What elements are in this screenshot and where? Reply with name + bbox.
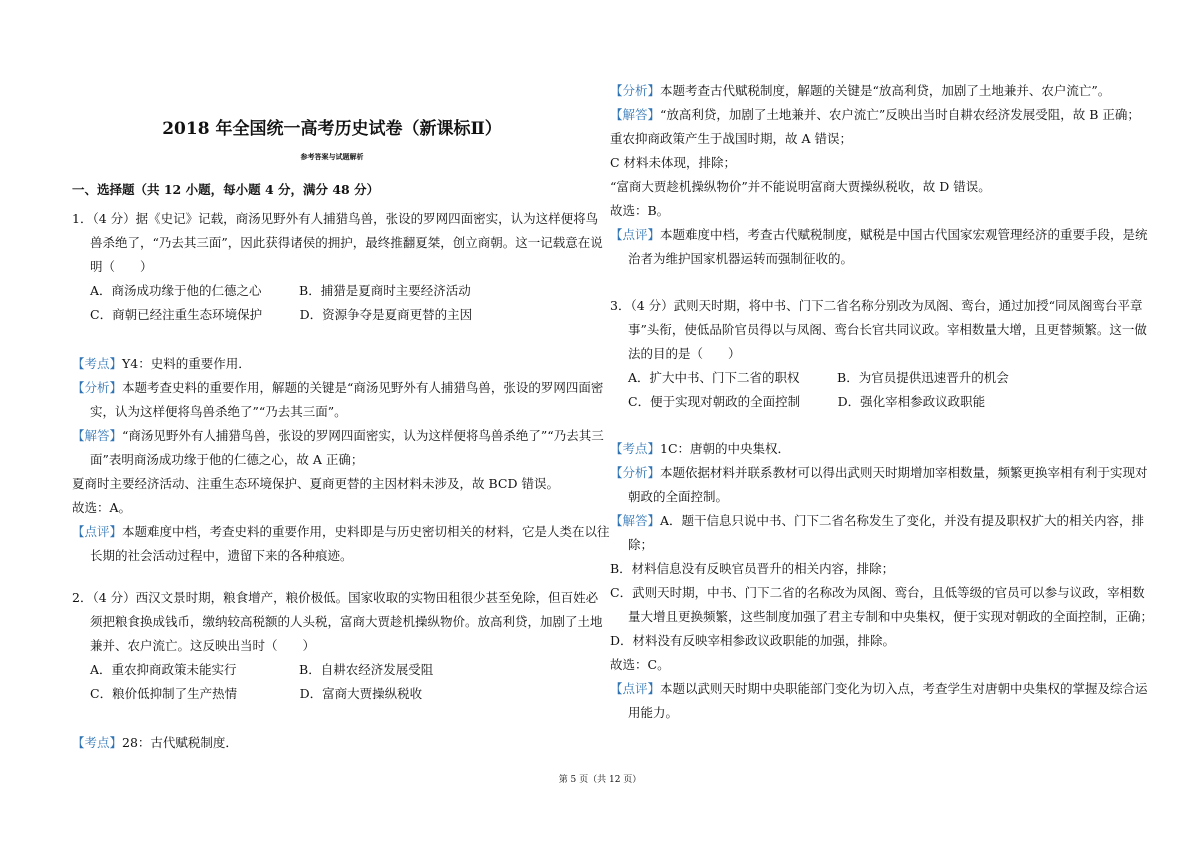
line-text: 用能力。: [628, 705, 679, 720]
text-line: [72, 255, 153, 279]
section-tag: 【分析】: [610, 465, 661, 480]
line-text: “商汤见野外有人捕猎鸟兽，张设的罗网四面密实，认为这样便将鸟兽杀绝了”“乃去其三: [122, 428, 604, 443]
line-text: C 材料未体现，排除；: [610, 155, 737, 170]
text-line: [72, 448, 363, 472]
text-line: [72, 303, 472, 327]
line-text: 朝政的全面控制。: [628, 489, 729, 504]
line-text: 故选：A。: [72, 500, 132, 515]
line-text: 明（ ）: [90, 259, 153, 274]
page-title: 2018 年全国统一高考历史试卷（新课标Ⅱ）: [162, 119, 502, 139]
text-line: [610, 509, 1144, 533]
line-text: C．商朝已经注重生态环境保护 D．资源争夺是夏商更替的主因: [90, 307, 473, 322]
line-text: 事”头衔，使低品阶官员得以与凤阁、鸾台长官共同议政。宰相数量大增，且更替频繁。这一做: [628, 322, 1147, 337]
line-text: Y4：史料的重要作用．: [122, 356, 251, 371]
section-tag: 【分析】: [610, 83, 661, 98]
line-text: 2．（4 分）西汉文景时期，粮食增产，粮价极低。国家收取的实物田租很少甚至免除，但百姓必: [72, 590, 599, 605]
section-tag: 【考点】: [72, 356, 123, 371]
line-text: 兽杀绝了，“乃去其三面”，因此获得诸侯的拥护，最终推翻夏桀，创立商朝。这一记载意在说: [90, 235, 603, 250]
line-text: D．材料没有反映宰相参政议政职能的加强，排除。: [610, 633, 896, 648]
line-text: 故选：B。: [610, 203, 670, 218]
text-line: [610, 485, 728, 509]
text-line: [610, 127, 852, 151]
text-line: [610, 175, 991, 199]
line-text: 法的目的是（ ）: [628, 346, 741, 361]
text-line: [610, 533, 653, 557]
line-text: 治者为维护国家机器运转而强制征收的。: [628, 251, 854, 266]
text-line: [72, 472, 559, 496]
text-line: [610, 390, 985, 414]
page-subtitle: 参考答案与试题解析: [300, 152, 364, 161]
page-footer: 第 5 页（共 12 页）: [558, 775, 642, 785]
text-line: [610, 461, 1148, 485]
line-text: 3．（4 分）武则天时期，将中书、门下二省名称分别改为凤阁、鸾台，通过加授“同凤阁鸾台平章: [610, 298, 1143, 313]
line-text: 夏商时主要经济活动、注重生态环境保护、夏商更替的主因材料未涉及，故 BCD 错误。: [72, 476, 559, 491]
text-line: [72, 520, 610, 544]
text-line: [72, 231, 603, 255]
line-text: 面”表明商汤成功缘于他的仁德之心，故 A 正确；: [90, 452, 364, 467]
line-text: 本题以武则天时期中央职能部门变化为切入点，考查学生对唐朝中央集权的掌握及综合运: [660, 681, 1148, 696]
line-text: 本题难度中档，考查史料的重要作用，史料即是与历史密切相关的材料，它是人类在以往: [122, 524, 610, 539]
line-text: A．重农抑商政策未能实行 B．自耕农经济发展受阻: [90, 662, 434, 677]
text-line: [610, 581, 1145, 605]
section-tag: 【解答】: [610, 513, 661, 528]
section-tag: 【点评】: [610, 227, 661, 242]
section-tag: 【分析】: [72, 380, 123, 395]
line-text: 长期的社会活动过程中，遗留下来的各种痕迹。: [90, 548, 353, 563]
line-text: 一、选择题（共 12 小题，每小题 4 分，满分 48 分）: [72, 182, 380, 197]
line-text: 故选：C。: [610, 657, 670, 672]
text-line: [610, 247, 853, 271]
text-line: [610, 103, 1140, 127]
text-line: [610, 199, 669, 223]
text-line: [72, 731, 238, 755]
text-line: [610, 318, 1147, 342]
line-text: “富商大贾趁机操纵物价”并不能说明富商大贾操纵税收，故 D 错误。: [610, 179, 991, 194]
line-text: 1．（4 分）据《史记》记载，商汤见野外有人捕猎鸟兽，张设的罗网四面密实，认为这样便将鸟: [72, 211, 599, 226]
section-tag: 【考点】: [610, 441, 661, 456]
line-text: 兼并、农户流亡。这反映出当时（ ）: [90, 638, 316, 653]
text-line: [72, 658, 433, 682]
text-line: [610, 366, 1009, 390]
text-line: [72, 544, 353, 568]
line-text: 28：古代赋税制度．: [122, 735, 238, 750]
line-text: 重农抑商政策产生于战国时期，故 A 错误；: [610, 131, 852, 146]
line-text: 量大增且更换频繁，这些制度加强了君主专制和中央集权，便于实现对朝政的全面控制，正确；: [628, 609, 1154, 624]
line-text: 1C：唐朝的中央集权．: [660, 441, 791, 456]
text-line: [72, 352, 251, 376]
text-line: [610, 437, 790, 461]
line-text: 本题难度中档，考查古代赋税制度，赋税是中国古代国家宏观管理经济的重要手段，是统: [660, 227, 1148, 242]
text-line: [72, 610, 603, 634]
text-line: [610, 557, 894, 581]
text-line: [610, 629, 895, 653]
text-line: [72, 634, 315, 658]
line-text: A．扩大中书、门下二省的职权 B．为官员提供迅速晋升的机会: [628, 370, 1009, 385]
line-text: C．粮价低抑制了生产热情 D．富商大贾操纵税收: [90, 686, 423, 701]
text-line: [610, 677, 1148, 701]
section-tag: 【考点】: [72, 735, 123, 750]
line-text: A．商汤成功缘于他的仁德之心 B．捕猎是夏商时主要经济活动: [90, 283, 471, 298]
line-text: B．材料信息没有反映官员晋升的相关内容，排除；: [610, 561, 895, 576]
section-tag: 【点评】: [72, 524, 123, 539]
line-text: 本题考查古代赋税制度，解题的关键是“放高利贷，加剧了土地兼并、农户流亡”。: [660, 83, 1111, 98]
line-text: 本题依据材料并联系教材可以得出武则天时期增加宰相数量，频繁更换宰相有利于实现对: [660, 465, 1148, 480]
text-line: [610, 79, 1110, 103]
text-line: [610, 653, 670, 677]
line-text: 除；: [628, 537, 654, 552]
text-line: [72, 178, 379, 202]
text-line: [72, 207, 598, 231]
text-line: [610, 701, 678, 725]
section-tag: 【解答】: [72, 428, 123, 443]
text-line: [610, 294, 1143, 318]
section-tag: 【解答】: [610, 107, 661, 122]
text-line: [72, 586, 598, 610]
line-text: 须把粮食换成钱币，缴纳较高税额的人头税，富商大贾趁机操纵物价。放高利贷，加剧了土地: [90, 614, 603, 629]
line-text: “放高利贷，加剧了土地兼并、农户流亡”反映出当时自耕农经济发展受阻，故 B 正确；: [660, 107, 1140, 122]
text-line: [610, 151, 736, 175]
line-text: 实，认为这样便将鸟兽杀绝了”“乃去其三面”。: [90, 404, 347, 419]
text-line: [72, 496, 131, 520]
line-text: 本题考查史料的重要作用，解题的关键是“商汤见野外有人捕猎鸟兽，张设的罗网四面密: [122, 380, 604, 395]
text-line: [610, 342, 741, 366]
text-line: [610, 605, 1153, 629]
text-line: [610, 223, 1148, 247]
text-line: [72, 279, 471, 303]
text-line: [72, 424, 604, 448]
line-text: A．题干信息只说中书、门下二省名称发生了变化，并没有提及职权扩大的相关内容，排: [660, 513, 1145, 528]
text-line: [72, 400, 347, 424]
line-text: C．武则天时期，中书、门下二省的名称改为凤阁、鸾台，且低等级的官员可以参与议政，宰相数: [610, 585, 1145, 600]
text-line: [72, 682, 422, 706]
text-line: [72, 376, 603, 400]
section-tag: 【点评】: [610, 681, 661, 696]
line-text: C．便于实现对朝政的全面控制 D．强化宰相参政议政职能: [628, 394, 986, 409]
